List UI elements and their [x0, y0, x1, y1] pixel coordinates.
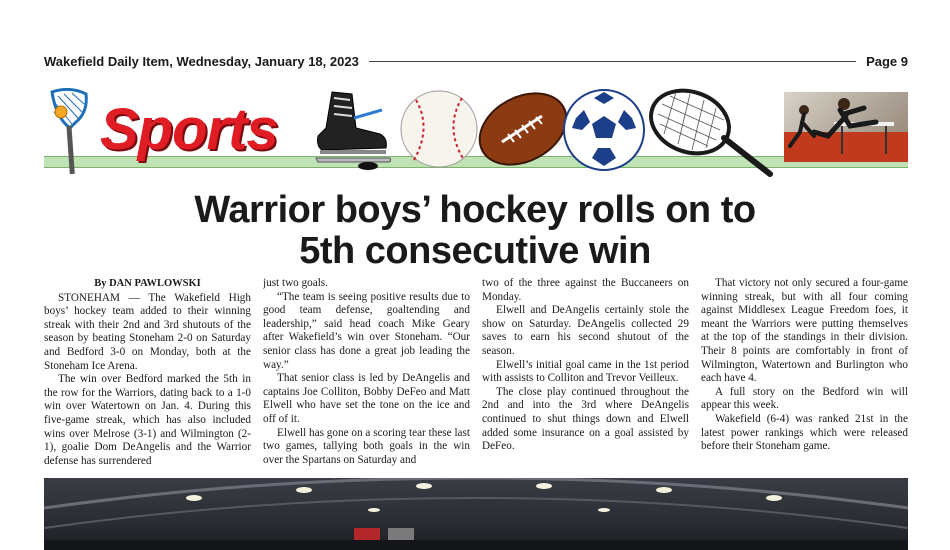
sports-title: Sports [100, 97, 278, 162]
headline-line-1: Warrior boys’ hockey rolls on to [194, 189, 756, 231]
byline: By DAN PAWLOWSKI [94, 278, 201, 289]
paragraph: Wakefield (6-4) was ranked 21st in the latest power rankings which were released before their Stoneham game. [701, 412, 908, 453]
text-column-1 [44, 277, 251, 472]
text-column-4 [701, 277, 908, 472]
hockey-skate-icon [302, 88, 394, 172]
page-header [44, 52, 908, 70]
hurdler-photo [784, 92, 908, 162]
paragraph: Elwell’s initial goal came in the 1st period with assists to Colliton and Trevor Veilleux. [482, 358, 689, 385]
paragraph: just two goals. [263, 277, 328, 289]
soccer-ball-icon [562, 88, 646, 172]
paragraph: STONEHAM — The Wakefield High boys’ hockey team added to their winning streak with their 2nd and 3rd shutouts of the season by beating Stoneham 2-0 on Saturday and Bedford 3-0 on Monday, both at the Stoneham Ice Arena. [44, 291, 251, 372]
article-body [44, 277, 908, 472]
paragraph: A full story on the Bedford win will appear this week. [701, 385, 908, 412]
dateline: Wakefield Daily Item, Wednesday, January 18, 2023 [44, 53, 359, 69]
football-icon [474, 86, 572, 172]
paragraph: That senior class is led by DeAngelis and captains Joe Colliton, Bobby DeFeo and Matt Elwell who have set the tone on the ice and off of it. [263, 372, 470, 425]
article-headline [150, 190, 800, 272]
paragraph: “The team is seeing positive results due to good team defense, goaltending and leadership,” said head coach Mike Geary after Wakefield’s win over Stoneham. “Our senior class has done a great job leading the way.” [263, 290, 470, 371]
paragraph: two of the three against the Buccaneers on Monday. [482, 277, 689, 303]
arena-photo [44, 478, 908, 550]
tennis-racket-icon [646, 86, 776, 178]
paragraph: The close play continued throughout the 2nd and into the 3rd where DeAngelis continued to shut things down and Elwell added some insurance on a goal assisted by DeFeo. [482, 385, 689, 453]
paragraph: The win over Bedford marked the 5th in the row for the Warriors, dating back to a 1-0 win over Watertown on Jan. 4. During this five-game streak, which has also included wins over Melrose (3-1) and Wilmington (2-1), goalie Dom DeAngelis and the Warrior defense has surrendered [44, 373, 251, 467]
sports-banner [44, 86, 908, 178]
paragraph: Elwell and DeAngelis certainly stole the show on Saturday. DeAngelis collected 29 saves to earn his second shutout of the season. [482, 304, 689, 357]
paragraph: Elwell has gone on a scoring tear these last two games, tallying both goals in the win over the Spartans on Saturday and [263, 426, 470, 466]
text-column-3 [482, 277, 689, 472]
headline-line-2: 5th consecutive win [299, 230, 651, 272]
lacrosse-stick-icon [44, 88, 96, 176]
baseball-icon [398, 88, 480, 170]
text-column-2 [263, 277, 470, 472]
page-number: Page 9 [866, 53, 908, 69]
paragraph: That victory not only secured a four-game winning streak, but with all four coming against Middlesex League Freedom foes, it meant the Warriors were putting themselves at the top of the standings in their division. Their 8 points are comfortably in front of Wilmington, Watertown and Burlington who each have 4. [701, 277, 908, 385]
header-rule [369, 61, 856, 62]
